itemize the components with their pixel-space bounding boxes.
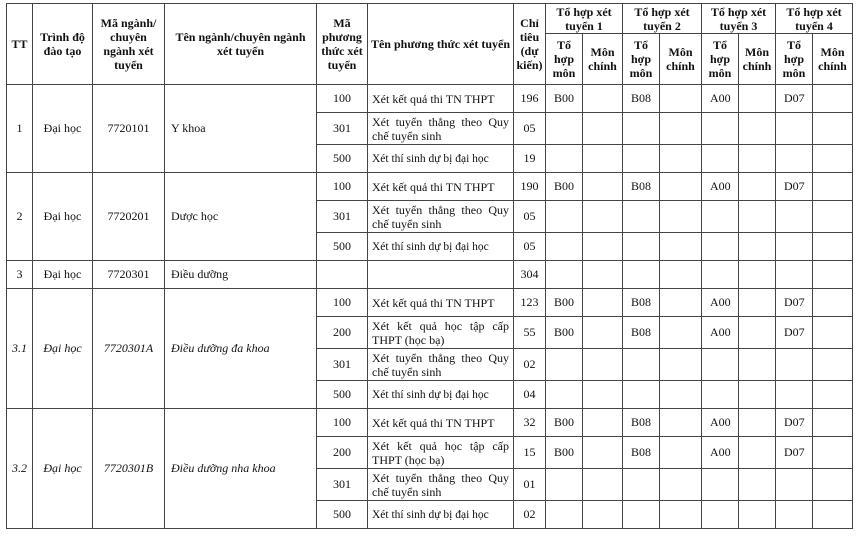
row-subject-combo-3: A00	[702, 437, 739, 469]
row-main-subject-2	[660, 289, 702, 317]
row-quota: 02	[514, 349, 546, 381]
row-subject-combo-1	[546, 113, 583, 145]
row-major-name: Điều dưỡng nha khoa	[165, 409, 317, 529]
header-main-subject: Môn chính	[660, 34, 702, 85]
row-subject-combo-2	[623, 349, 660, 381]
row-quota: 05	[514, 201, 546, 233]
row-tt: 1	[7, 85, 33, 173]
header-subject-combo: Tổ hợp môn	[776, 34, 813, 85]
row-main-subject-2	[660, 201, 702, 233]
row-method-code: 301	[317, 349, 368, 381]
row-main-subject-2	[660, 381, 702, 409]
row-subject-combo-1: B00	[546, 409, 583, 437]
row-subject-combo-4: D07	[776, 437, 813, 469]
row-subject-combo-2: B08	[623, 85, 660, 113]
row-subject-combo-3	[702, 381, 739, 409]
row-subject-combo-4	[776, 201, 813, 233]
row-main-subject-4	[813, 145, 853, 173]
row-subject-combo-1: B00	[546, 289, 583, 317]
row-subject-combo-4: D07	[776, 85, 813, 113]
row-subject-combo-4	[776, 469, 813, 501]
row-method-name: Xét kết quả thi TN THPT	[368, 173, 514, 201]
row-subject-combo-3	[702, 113, 739, 145]
row-quota: 196	[514, 85, 546, 113]
row-main-subject-4	[813, 233, 853, 261]
row-subject-combo-1: B00	[546, 85, 583, 113]
header-main-subject: Môn chính	[739, 34, 776, 85]
row-subject-combo-1: B00	[546, 437, 583, 469]
row-main-subject-1	[583, 85, 623, 113]
row-subject-combo-3	[702, 501, 739, 529]
row-main-subject-4	[813, 113, 853, 145]
table-body	[7, 85, 853, 529]
row-subject-combo-4: D07	[776, 289, 813, 317]
row-main-subject-2	[660, 437, 702, 469]
row-major-code: 7720101	[93, 85, 165, 173]
row-major-code: 7720201	[93, 173, 165, 261]
row-main-subject-3	[739, 233, 776, 261]
row-main-subject-3	[739, 501, 776, 529]
row-subject-combo-1: B00	[546, 317, 583, 349]
admission-table-container	[6, 3, 852, 529]
admission-table	[6, 3, 853, 529]
row-quota: 304	[514, 261, 546, 289]
row-subject-combo-4	[776, 145, 813, 173]
row-subject-combo-3: A00	[702, 85, 739, 113]
row-subject-combo-1	[546, 469, 583, 501]
row-subject-combo-1	[546, 261, 583, 289]
row-subject-combo-1	[546, 145, 583, 173]
row-subject-combo-3	[702, 201, 739, 233]
row-main-subject-3	[739, 381, 776, 409]
row-main-subject-2	[660, 145, 702, 173]
row-subject-combo-3: A00	[702, 317, 739, 349]
row-subject-combo-4	[776, 233, 813, 261]
row-method-code: 301	[317, 113, 368, 145]
row-main-subject-1	[583, 469, 623, 501]
row-main-subject-2	[660, 85, 702, 113]
header-quota: Chỉ tiêu (dự kiến)	[514, 4, 546, 85]
row-method-name: Xét thí sinh dự bị đại học	[368, 381, 514, 409]
row-quota: 32	[514, 409, 546, 437]
row-method-name: Xét thí sinh dự bị đại học	[368, 233, 514, 261]
row-main-subject-1	[583, 501, 623, 529]
row-major-name: Y khoa	[165, 85, 317, 173]
row-main-subject-2	[660, 469, 702, 501]
row-tt: 3.2	[7, 409, 33, 529]
header-major-name: Tên ngành/chuyên ngành xét tuyển	[165, 4, 317, 85]
row-main-subject-3	[739, 289, 776, 317]
row-subject-combo-1: B00	[546, 173, 583, 201]
row-method-code: 500	[317, 145, 368, 173]
row-method-code	[317, 261, 368, 289]
row-quota: 55	[514, 317, 546, 349]
row-main-subject-4	[813, 349, 853, 381]
row-method-name: Xét kết quả thi TN THPT	[368, 85, 514, 113]
row-quota: 01	[514, 469, 546, 501]
header-subject-combo: Tổ hợp môn	[702, 34, 739, 85]
row-method-name: Xét tuyển thẳng theo Quy chế tuyển sinh	[368, 469, 514, 501]
row-main-subject-4	[813, 289, 853, 317]
row-quota: 05	[514, 113, 546, 145]
row-major-name: Điều dưỡng	[165, 261, 317, 289]
row-subject-combo-1	[546, 201, 583, 233]
row-training-level: Đại học	[33, 173, 93, 261]
row-main-subject-2	[660, 173, 702, 201]
row-main-subject-2	[660, 113, 702, 145]
header-combo-group-3: Tổ hợp xét tuyển 3	[702, 4, 776, 34]
row-main-subject-3	[739, 201, 776, 233]
row-tt: 2	[7, 173, 33, 261]
row-main-subject-4	[813, 201, 853, 233]
row-main-subject-3	[739, 469, 776, 501]
row-training-level: Đại học	[33, 85, 93, 173]
header-method-name: Tên phương thức xét tuyển	[368, 4, 514, 85]
row-major-name: Điều dưỡng đa khoa	[165, 289, 317, 409]
row-major-name: Dược học	[165, 173, 317, 261]
row-main-subject-3	[739, 349, 776, 381]
row-method-code: 301	[317, 201, 368, 233]
row-major-code: 7720301B	[93, 409, 165, 529]
header-subject-combo: Tổ hợp môn	[623, 34, 660, 85]
row-main-subject-2	[660, 409, 702, 437]
row-subject-combo-4	[776, 501, 813, 529]
row-main-subject-1	[583, 289, 623, 317]
row-subject-combo-1	[546, 233, 583, 261]
row-main-subject-1	[583, 145, 623, 173]
table-row	[7, 261, 853, 289]
header-combo-group-2: Tổ hợp xét tuyển 2	[623, 4, 702, 34]
header-method-code: Mã phương thức xét tuyển	[317, 4, 368, 85]
row-main-subject-2	[660, 317, 702, 349]
row-method-name	[368, 261, 514, 289]
row-subject-combo-1	[546, 381, 583, 409]
row-main-subject-4	[813, 261, 853, 289]
row-subject-combo-4: D07	[776, 409, 813, 437]
row-subject-combo-2: B08	[623, 409, 660, 437]
table-row	[7, 289, 853, 317]
row-subject-combo-2	[623, 145, 660, 173]
row-main-subject-3	[739, 261, 776, 289]
row-method-code: 100	[317, 409, 368, 437]
row-subject-combo-2: B08	[623, 317, 660, 349]
row-training-level: Đại học	[33, 289, 93, 409]
row-quota: 190	[514, 173, 546, 201]
row-method-name: Xét kết quả học tập cấp THPT (học bạ)	[368, 317, 514, 349]
row-main-subject-1	[583, 113, 623, 145]
row-major-code: 7720301	[93, 261, 165, 289]
row-main-subject-2	[660, 349, 702, 381]
row-subject-combo-3	[702, 469, 739, 501]
row-subject-combo-4: D07	[776, 173, 813, 201]
row-main-subject-1	[583, 173, 623, 201]
row-main-subject-1	[583, 201, 623, 233]
header-subject-combo: Tổ hợp môn	[546, 34, 583, 85]
row-subject-combo-4	[776, 261, 813, 289]
row-quota: 04	[514, 381, 546, 409]
row-method-name: Xét tuyển thẳng theo Quy chế tuyển sinh	[368, 201, 514, 233]
row-main-subject-3	[739, 409, 776, 437]
row-main-subject-4	[813, 501, 853, 529]
row-main-subject-4	[813, 437, 853, 469]
row-training-level: Đại học	[33, 261, 93, 289]
row-subject-combo-2	[623, 501, 660, 529]
row-subject-combo-4	[776, 349, 813, 381]
row-quota: 02	[514, 501, 546, 529]
row-main-subject-2	[660, 233, 702, 261]
row-subject-combo-3: A00	[702, 409, 739, 437]
row-subject-combo-4: D07	[776, 317, 813, 349]
row-main-subject-1	[583, 233, 623, 261]
row-subject-combo-3: A00	[702, 289, 739, 317]
row-main-subject-3	[739, 173, 776, 201]
row-method-code: 500	[317, 501, 368, 529]
header-major-code: Mã ngành/ chuyên ngành xét tuyển	[93, 4, 165, 85]
row-subject-combo-2	[623, 233, 660, 261]
row-main-subject-1	[583, 381, 623, 409]
row-subject-combo-2: B08	[623, 173, 660, 201]
row-main-subject-1	[583, 349, 623, 381]
row-method-name: Xét kết quả thi TN THPT	[368, 289, 514, 317]
row-subject-combo-4	[776, 113, 813, 145]
table-row	[7, 85, 853, 113]
row-method-code: 500	[317, 381, 368, 409]
row-subject-combo-3	[702, 349, 739, 381]
row-subject-combo-2: B08	[623, 437, 660, 469]
row-main-subject-4	[813, 469, 853, 501]
header-main-subject: Môn chính	[813, 34, 853, 85]
row-main-subject-4	[813, 317, 853, 349]
header-main-subject: Môn chính	[583, 34, 623, 85]
row-subject-combo-3	[702, 261, 739, 289]
row-main-subject-4	[813, 173, 853, 201]
row-method-name: Xét kết quả thi TN THPT	[368, 409, 514, 437]
row-subject-combo-2	[623, 113, 660, 145]
row-main-subject-3	[739, 113, 776, 145]
row-subject-combo-2: B08	[623, 289, 660, 317]
row-method-code: 200	[317, 437, 368, 469]
row-subject-combo-2	[623, 201, 660, 233]
row-quota: 123	[514, 289, 546, 317]
row-subject-combo-1	[546, 349, 583, 381]
row-method-code: 100	[317, 289, 368, 317]
row-main-subject-2	[660, 261, 702, 289]
row-main-subject-4	[813, 85, 853, 113]
row-subject-combo-3: A00	[702, 173, 739, 201]
row-quota: 19	[514, 145, 546, 173]
header-tt: TT	[7, 4, 33, 85]
row-method-name: Xét kết quả học tập cấp THPT (học bạ)	[368, 437, 514, 469]
row-subject-combo-2	[623, 469, 660, 501]
row-major-code: 7720301A	[93, 289, 165, 409]
row-method-code: 200	[317, 317, 368, 349]
row-tt: 3	[7, 261, 33, 289]
row-training-level: Đại học	[33, 409, 93, 529]
row-main-subject-1	[583, 317, 623, 349]
row-tt: 3.1	[7, 289, 33, 409]
row-main-subject-3	[739, 437, 776, 469]
table-row	[7, 173, 853, 201]
row-quota: 15	[514, 437, 546, 469]
row-method-name: Xét thí sinh dự bị đại học	[368, 145, 514, 173]
row-main-subject-1	[583, 409, 623, 437]
row-method-name: Xét tuyển thẳng theo Quy chế tuyển sinh	[368, 349, 514, 381]
row-subject-combo-3	[702, 145, 739, 173]
row-subject-combo-3	[702, 233, 739, 261]
row-method-code: 100	[317, 85, 368, 113]
row-method-code: 100	[317, 173, 368, 201]
row-main-subject-1	[583, 437, 623, 469]
row-subject-combo-2	[623, 261, 660, 289]
row-method-code: 500	[317, 233, 368, 261]
header-combo-group-1: Tổ hợp xét tuyển 1	[546, 4, 623, 34]
row-subject-combo-2	[623, 381, 660, 409]
row-subject-combo-4	[776, 381, 813, 409]
header-combo-group-4: Tổ hợp xét tuyển 4	[776, 4, 853, 34]
row-subject-combo-1	[546, 501, 583, 529]
table-row	[7, 409, 853, 437]
row-main-subject-4	[813, 381, 853, 409]
row-quota: 05	[514, 233, 546, 261]
row-main-subject-1	[583, 261, 623, 289]
row-method-name: Xét tuyển thẳng theo Quy chế tuyển sinh	[368, 113, 514, 145]
header-training-level: Trình độ đào tạo	[33, 4, 93, 85]
row-main-subject-3	[739, 85, 776, 113]
row-method-code: 301	[317, 469, 368, 501]
row-main-subject-3	[739, 145, 776, 173]
row-main-subject-4	[813, 409, 853, 437]
row-main-subject-3	[739, 317, 776, 349]
row-main-subject-2	[660, 501, 702, 529]
row-method-name: Xét thí sinh dự bị đại học	[368, 501, 514, 529]
